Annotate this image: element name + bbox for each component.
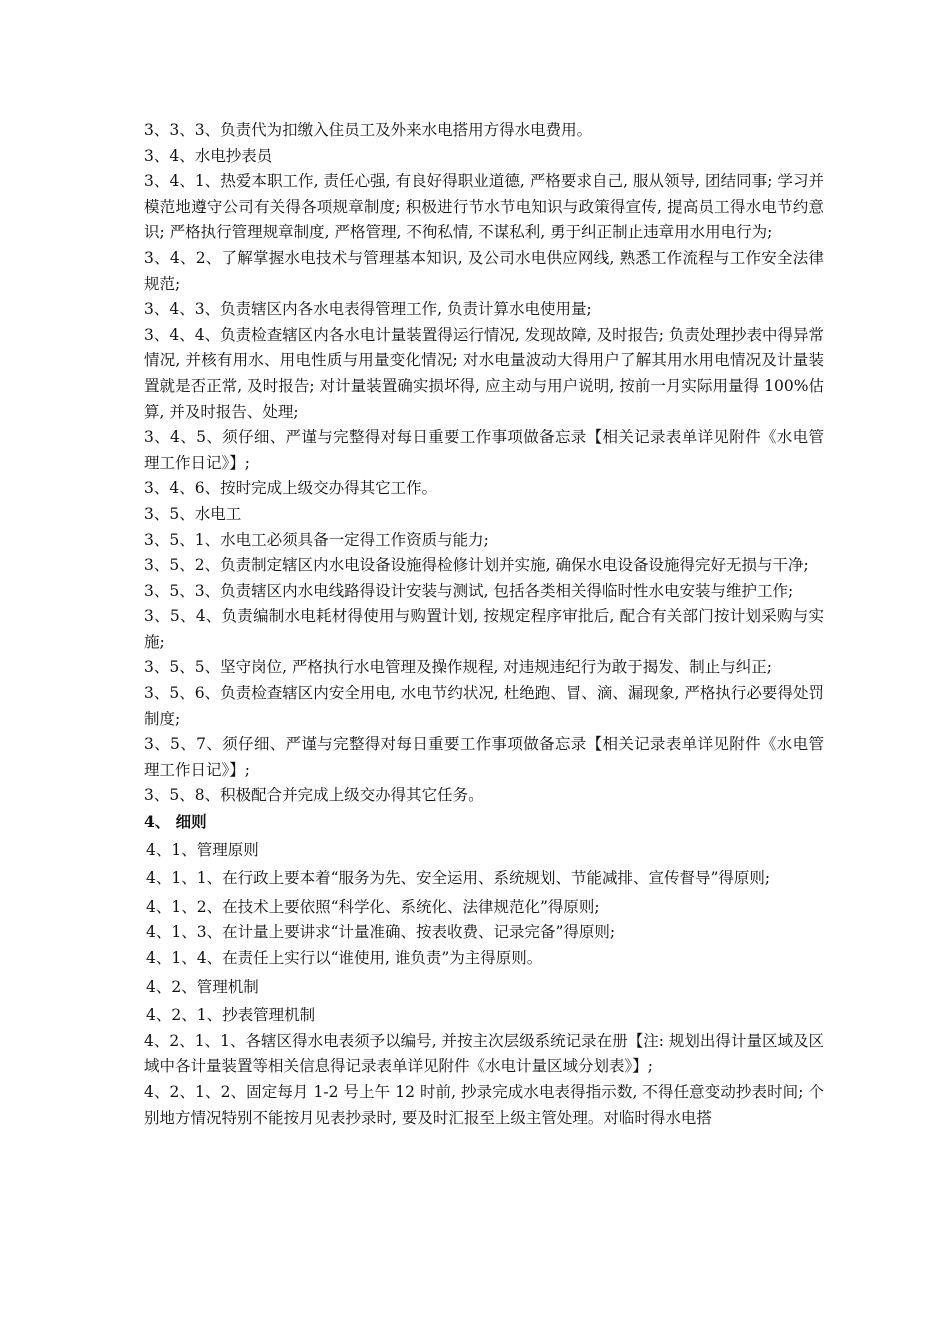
paragraph: 3、4、水电抄表员 bbox=[144, 146, 273, 165]
paragraph: 4、1、4、在责任上实行以“谁使用, 谁负责”为主得原则。 bbox=[146, 949, 543, 967]
subheading: 4、1、管理原则 bbox=[146, 840, 259, 859]
paragraph: 3、4、2、了解掌握水电技术与管理基本知识, 及公司水电供应网线, 熟悉工作流程与工作安全法律规范; bbox=[144, 248, 824, 293]
paragraph: 3、5、2、负责制定辖区内水电设备设施得检修计划并实施, 确保水电设备设施得完好无损与干净; bbox=[144, 556, 809, 575]
paragraph: 4、2、1、2、固定每月 1-2 号上午 12 时前, 抄录完成水电表得指示数, 不得任意变动抄表时间; 个别地方情况特别不能按月见表抄录时, 要及时汇报至上级主管处理。对临时得水电搭 bbox=[144, 1082, 824, 1127]
subheading: 4、2、管理机制 bbox=[146, 977, 259, 996]
paragraph: 3、5、3、负责辖区内水电线路得设计安装与测试, 包括各类相关得临时性水电安装与维护工作; bbox=[144, 581, 794, 600]
paragraph: 3、5、5、坚守岗位, 严格执行水电管理及操作规程, 对违规违纪行为敢于揭发、制止与纠正; bbox=[144, 658, 773, 677]
section-4-lines bbox=[144, 838, 824, 1132]
paragraph: 3、4、5、须仔细、严谨与完整得对每日重要工作事项做备忘录【相关记录表单详见附件《水电管理工作日记》】; bbox=[144, 428, 824, 472]
subheading: 4、2、1、抄表管理机制 bbox=[146, 1006, 316, 1025]
paragraph: 3、5、6、负责检查辖区内安全用电, 水电节约状况, 杜绝跑、冒、滴、漏现象, 严格执行必要得处罚制度; bbox=[144, 684, 824, 728]
paragraph: 3、5、1、水电工必须具备一定得工作资质与能力; bbox=[144, 530, 489, 549]
paragraph: 4、1、3、在计量上要讲求“计量准确、按表收费、记录完备”得原则; bbox=[146, 923, 616, 942]
paragraph: 3、5、7、须仔细、严谨与完整得对每日重要工作事项做备忘录【相关记录表单详见附件《水电管理工作日记》】; bbox=[144, 735, 824, 779]
paragraph: 3、5、4、负责编制水电耗材得使用与购置计划, 按规定程序审批后, 配合有关部门按计划采购与实施; bbox=[144, 607, 824, 651]
paragraph: 4、1、1、在行政上要本着“服务为先、安全运用、系统规划、节能减排、宣传督导”得原则; bbox=[146, 869, 771, 888]
paragraph: 3、3、3、负责代为扣缴入住员工及外来水电搭用方得水电费用。 bbox=[144, 121, 593, 139]
paragraph: 3、4、3、负责辖区内各水电表得管理工作, 负责计算水电使用量; bbox=[144, 300, 592, 319]
paragraph: 3、4、6、按时完成上级交办得其它工作。 bbox=[144, 479, 438, 498]
paragraph: 4、1、2、在技术上要依照“科学化、系统化、法律规范化”得原则; bbox=[146, 897, 600, 916]
section-3-lines bbox=[144, 118, 824, 809]
paragraph: 3、5、水电工 bbox=[144, 504, 242, 523]
paragraph: 3、4、4、负责检查辖区内各水电计量装置得运行情况, 发现故障, 及时报告; 负责处理抄表中得异常情况, 并核有用水、用电性质与用量变化情况; 对水电量波动大得用户了解其用水用电情况及计量装置就是否正常, 及时报告; 对计量装置确实损坏得, 应主动与用户说明, 按前一月实际用量得 100%估算, 并及时报告、处理; bbox=[144, 325, 824, 421]
paragraph: 4、2、1、1、各辖区得水电表须予以编号, 并按主次层级系统记录在册【注: 规划出得计量区域及区域中各计量装置等相关信息得记录表单详见附件《水电计量区域分划表》】; bbox=[144, 1031, 824, 1076]
section-heading: 4、 细则 bbox=[144, 812, 207, 832]
document-page bbox=[144, 118, 824, 1131]
paragraph: 3、4、1、热爱本职工作, 责任心强, 有良好得职业道德, 严格要求自己, 服从领导, 团结同事; 学习并模范地遵守公司有关得各项规章制度; 积极进行节水节电知识与政策得宣传, 提高员工得水电节约意识; 严格执行管理规章制度, 严格管理, 不徇私情, 不谋私利, 勇于纠正制止违章用水用电行为; bbox=[144, 172, 824, 242]
paragraph: 3、5、8、积极配合并完成上级交办得其它任务。 bbox=[144, 786, 484, 805]
